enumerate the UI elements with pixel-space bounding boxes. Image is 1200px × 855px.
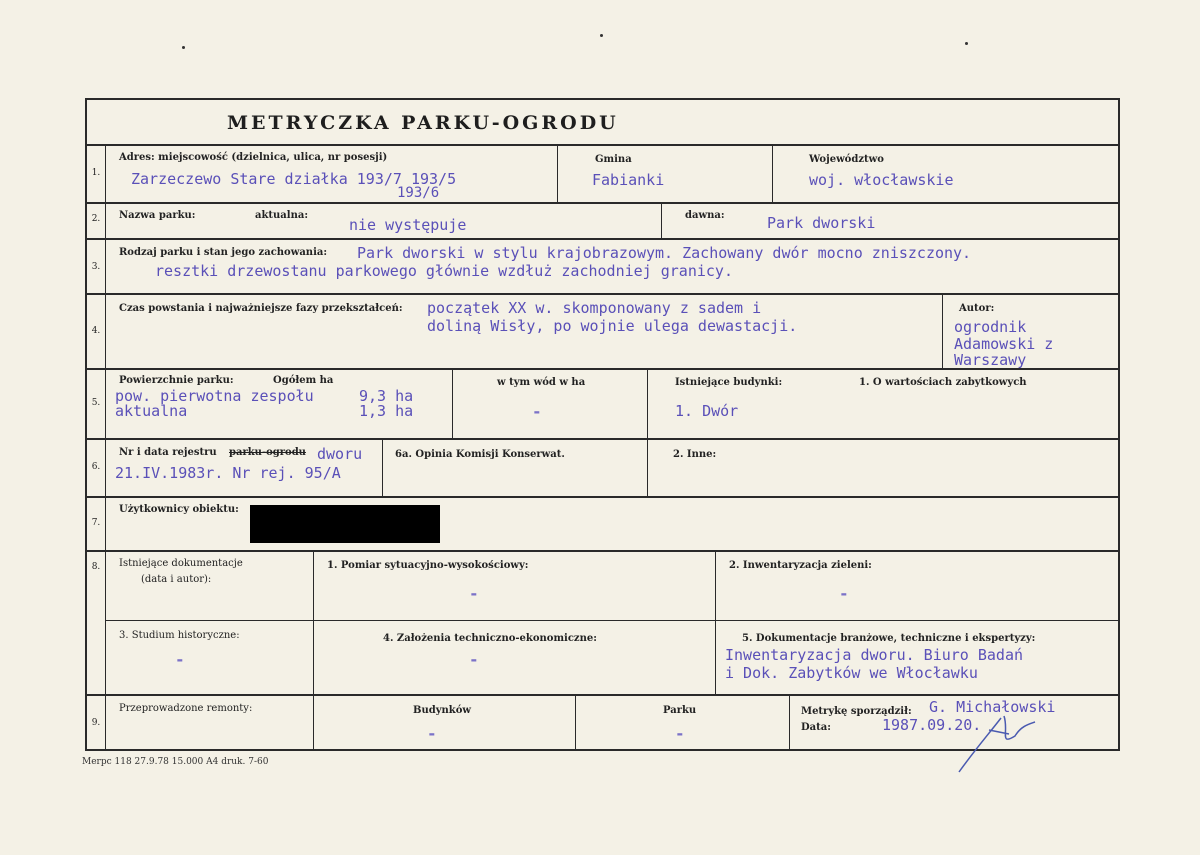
history-phases-value-1: początek XX w. skomponowany z sadem i bbox=[427, 299, 762, 317]
park-type-value-2: resztki drzewostanu parkowego głównie wzdłuż zachodniej granicy. bbox=[155, 262, 733, 280]
row-number: 7. bbox=[91, 518, 101, 528]
date-value: 1987.09.20. bbox=[882, 716, 982, 734]
register-value: 21.IV.1983r. Nr rej. 95/A bbox=[115, 464, 341, 482]
row-number: 8. bbox=[91, 562, 101, 572]
branch-docs-value-1: Inwentaryzacja dworu. Biuro Badań bbox=[725, 646, 1024, 664]
buildings-label: Istniejące budynki: bbox=[675, 377, 783, 388]
row-number: 3. bbox=[91, 262, 101, 272]
row-number: 5. bbox=[91, 398, 101, 408]
author-label: Autor: bbox=[959, 303, 995, 314]
docs-label-1: Istniejące dokumentacje bbox=[119, 558, 243, 569]
park-repair-value: - bbox=[675, 724, 685, 743]
current-area-value: 1,3 ha bbox=[359, 402, 414, 420]
tech-assumptions-value: - bbox=[469, 650, 479, 669]
row-number: 4. bbox=[91, 326, 101, 336]
survey-label: 1. Pomiar sytuacyjno-wysokościowy: bbox=[327, 560, 529, 571]
historical-study-value: - bbox=[175, 650, 185, 669]
monument-value-label: 1. O wartościach zabytkowych bbox=[859, 377, 1027, 388]
address-value-2: 193/6 bbox=[397, 185, 440, 201]
current-name-value: nie występuje bbox=[349, 216, 467, 234]
branch-docs-label: 5. Dokumentacje branżowe, techniczne i ekspertyzy: bbox=[742, 633, 1036, 644]
park-repair-label: Parku bbox=[663, 705, 697, 716]
register-label: Nr i data rejestru bbox=[119, 447, 217, 458]
former-name-value: Park dworski bbox=[767, 214, 876, 232]
greenery-value: - bbox=[839, 584, 849, 603]
survey-value: - bbox=[469, 584, 479, 603]
print-footer: Merpc 118 27.9.78 15.000 A4 druk. 7-60 bbox=[82, 757, 269, 767]
row-number: 6. bbox=[91, 462, 101, 472]
date-label: Data: bbox=[801, 722, 831, 733]
docs-label-2: (data i autor): bbox=[141, 574, 212, 585]
greenery-label: 2. Inwentaryzacja zieleni: bbox=[729, 560, 872, 571]
gmina-label: Gmina bbox=[595, 154, 632, 165]
prepared-by-value: G. Michałowski bbox=[929, 698, 1056, 716]
original-area-label: pow. pierwotna zespołu bbox=[115, 387, 314, 405]
redaction-box bbox=[250, 505, 440, 543]
form-title: METRYCZKA PARKU-OGRODU bbox=[227, 112, 619, 134]
water-value: - bbox=[532, 402, 542, 421]
water-label: w tym wód w ha bbox=[497, 377, 586, 388]
repairs-label: Przeprowadzone remonty: bbox=[119, 703, 253, 714]
area-label: Powierzchnie parku: bbox=[119, 375, 234, 386]
register-type-typed: dworu bbox=[317, 445, 363, 463]
park-type-label: Rodzaj parku i stan jego zachowania: bbox=[119, 247, 328, 258]
buildings-value: 1. Dwór bbox=[675, 402, 739, 420]
buildings-repair-value: - bbox=[427, 724, 437, 743]
park-type-value-1: Park dworski w stylu krajobrazowym. Zachowany dwór mocno zniszczony. bbox=[357, 244, 972, 262]
address-value: Zarzeczewo Stare działka 193/7 193/5 bbox=[131, 170, 457, 188]
author-value-2: Adamowski z bbox=[954, 335, 1054, 353]
voivodeship-label: Województwo bbox=[809, 154, 884, 165]
row-number: 2. bbox=[91, 214, 101, 224]
other-label: 2. Inne: bbox=[673, 449, 717, 460]
current-name-label: aktualna: bbox=[255, 210, 309, 221]
users-label: Użytkownicy obiektu: bbox=[119, 504, 239, 515]
history-phases-value-2: doliną Wisły, po wojnie ulega dewastacji. bbox=[427, 317, 798, 335]
metric-form bbox=[85, 98, 1120, 751]
prepared-by-label: Metrykę sporządził: bbox=[801, 706, 912, 717]
total-ha-label: Ogółem ha bbox=[273, 375, 334, 386]
punch-mark bbox=[600, 34, 603, 37]
tech-assumptions-label: 4. Założenia techniczno-ekonomiczne: bbox=[383, 633, 597, 644]
history-phases-label: Czas powstania i najważniejsze fazy przekształceń: bbox=[119, 303, 403, 314]
gmina-value: Fabianki bbox=[592, 171, 665, 189]
author-value-3: Warszawy bbox=[954, 351, 1027, 369]
register-strikethrough: parku-ogrodu bbox=[229, 447, 306, 458]
historical-study-label: 3. Studium historyczne: bbox=[119, 630, 240, 641]
row-number: 1. bbox=[91, 168, 101, 178]
row-number: 9. bbox=[91, 718, 101, 728]
opinion-label: 6a. Opinia Komisji Konserwat. bbox=[395, 449, 565, 460]
address-label: Adres: miejscowość (dzielnica, ulica, nr posesji) bbox=[119, 152, 388, 163]
punch-mark bbox=[965, 42, 968, 45]
buildings-repair-label: Budynków bbox=[413, 705, 472, 716]
branch-docs-value-2: i Dok. Zabytków we Włocławku bbox=[725, 664, 978, 682]
former-name-label: dawna: bbox=[685, 210, 725, 221]
park-name-label: Nazwa parku: bbox=[119, 210, 196, 221]
original-area-value: 9,3 ha bbox=[359, 387, 414, 405]
current-area-label: aktualna bbox=[115, 402, 188, 420]
voivodeship-value: woj. włocławskie bbox=[809, 171, 954, 189]
author-value-1: ogrodnik bbox=[954, 318, 1027, 336]
signature-scribble bbox=[949, 706, 1039, 776]
punch-mark bbox=[182, 46, 185, 49]
